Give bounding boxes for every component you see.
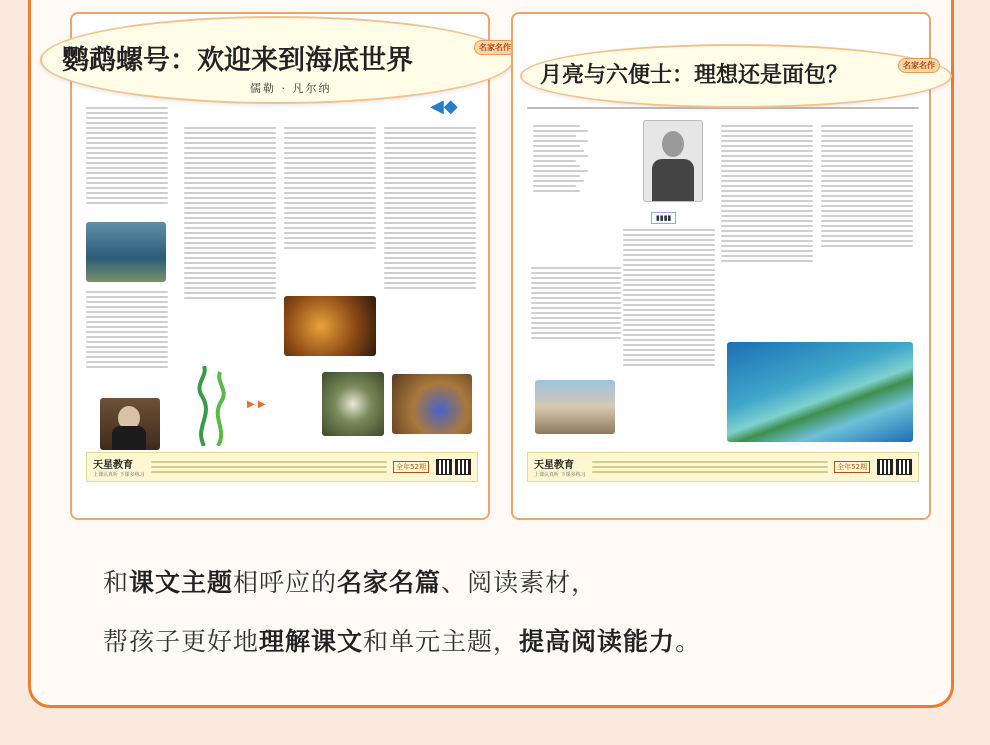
left-article-author: 儒勒 · 凡尔纳 bbox=[250, 82, 332, 95]
left-text-column-3 bbox=[284, 124, 376, 252]
maugham-portrait-photo bbox=[643, 120, 703, 202]
author-portrait-photo bbox=[100, 398, 160, 450]
right-article-tag: 名家名作 bbox=[898, 58, 940, 73]
left-article-title: 鹦鹉螺号：欢迎来到海底世界 bbox=[62, 45, 413, 76]
qr-code-icon bbox=[896, 459, 912, 475]
section-label: ▮▮▮▮ bbox=[651, 212, 676, 224]
caption-line-2: 帮孩子更好地理解课文和单元主题，提高阅读能力。 bbox=[103, 627, 702, 656]
anemone-photo bbox=[322, 372, 384, 436]
sea-slug-photo bbox=[392, 374, 472, 434]
left-text-column-1 bbox=[86, 104, 168, 207]
island-photo bbox=[727, 342, 913, 442]
qr-code-icon bbox=[436, 459, 452, 475]
right-footer-banner bbox=[527, 452, 919, 482]
right-footer-badge: 全年52期 bbox=[834, 461, 870, 473]
right-text-column-4 bbox=[821, 122, 913, 250]
left-footer-badge: 全年52期 bbox=[393, 461, 429, 473]
coral-photo-1 bbox=[284, 296, 376, 356]
fish-icon: ◀◆ bbox=[430, 96, 458, 117]
right-footer-logo: 天星教育 上课认真听 下课多练习 bbox=[534, 460, 586, 478]
city-photo bbox=[535, 380, 615, 434]
left-text-column-2 bbox=[184, 124, 276, 302]
submarine-photo bbox=[86, 222, 166, 282]
seaweed-decoration bbox=[194, 366, 234, 446]
left-footer-banner bbox=[86, 452, 478, 482]
right-text-column-3 bbox=[721, 122, 813, 265]
right-text-column-2 bbox=[623, 226, 715, 369]
left-article-tag: 名家名作 bbox=[474, 40, 516, 55]
left-footer-logo: 天星教育 上课认真听 下课多练习 bbox=[93, 460, 145, 478]
fish-decoration: ▶ ▶ bbox=[247, 399, 266, 410]
caption-line-1: 和课文主题相呼应的名家名篇、阅读素材， bbox=[103, 568, 598, 597]
qr-code-icon bbox=[877, 459, 893, 475]
right-poem-column bbox=[533, 122, 611, 195]
qr-code-icon bbox=[455, 459, 471, 475]
right-article-title: 月亮与六便士：理想还是面包？ bbox=[540, 63, 849, 88]
left-text-column-4 bbox=[384, 124, 476, 292]
